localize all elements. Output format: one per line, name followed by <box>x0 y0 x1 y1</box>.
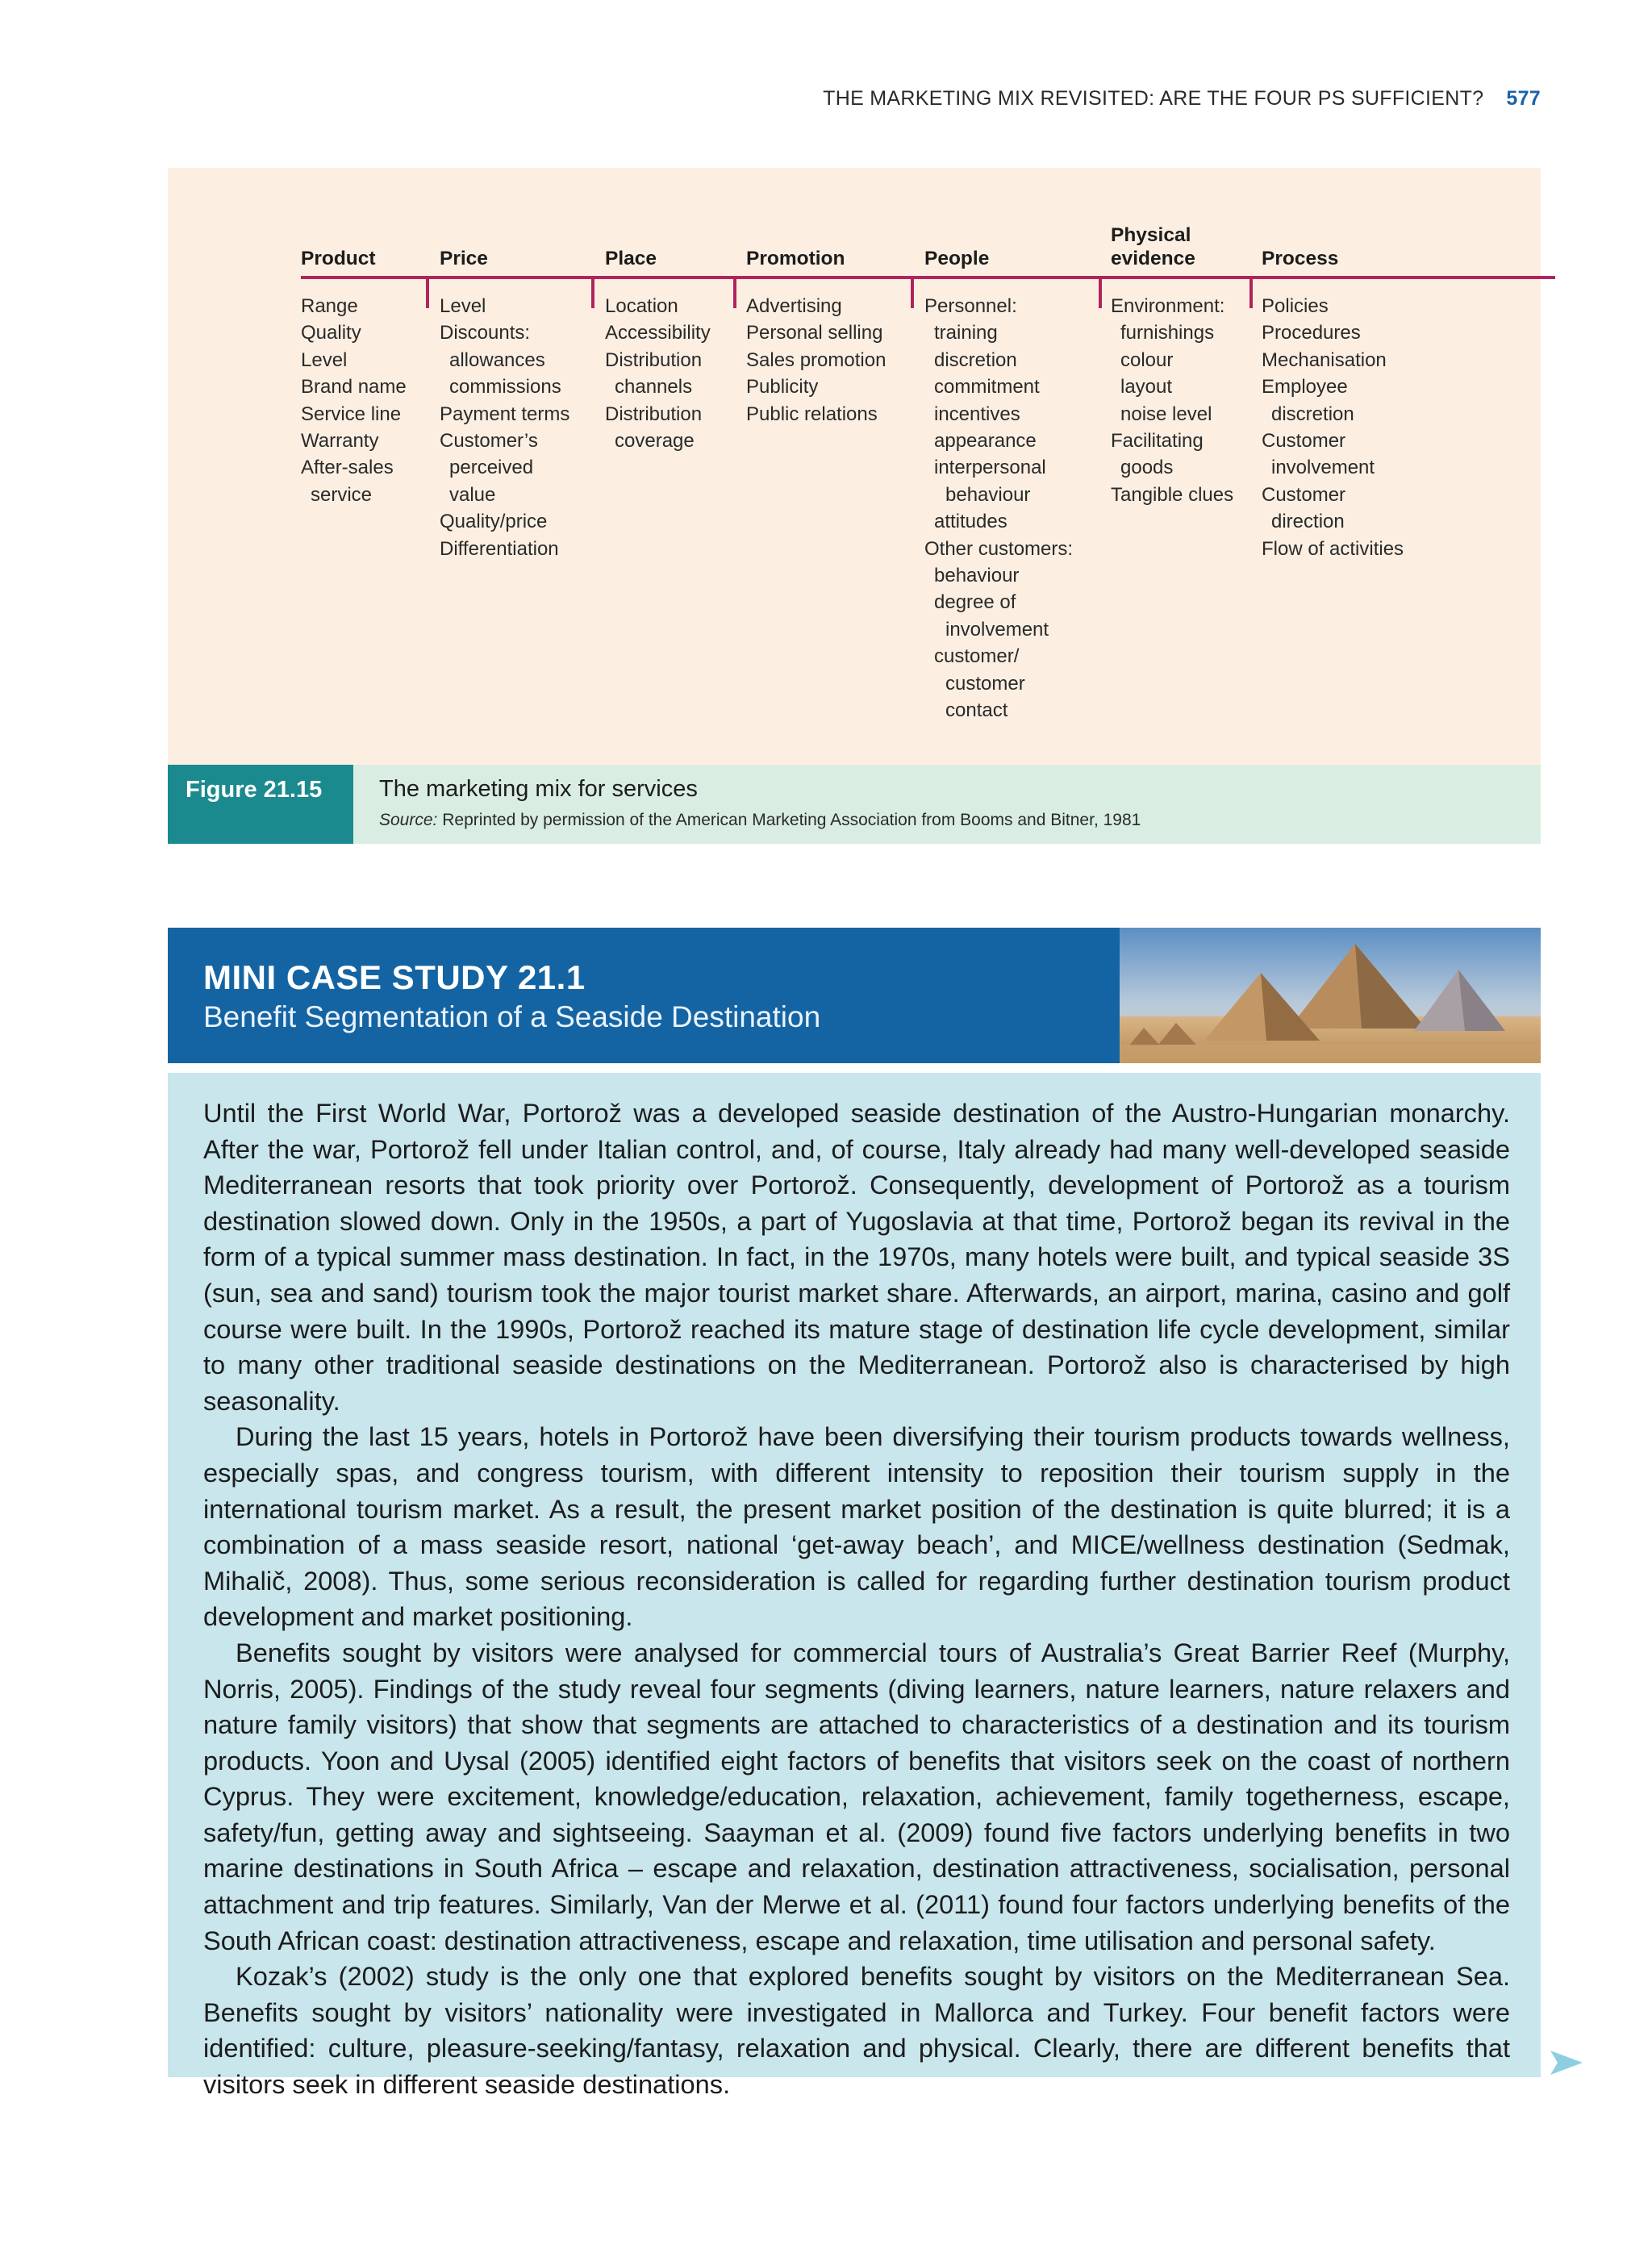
list-item: Level <box>440 295 486 317</box>
list-item: Customer <box>1262 483 1346 506</box>
list-item: Customer’s <box>440 430 538 453</box>
list-item: channels <box>615 376 693 399</box>
list-item: direction <box>1271 511 1345 533</box>
list-item: training <box>934 322 998 344</box>
figure-source <box>379 811 1141 830</box>
list-item: service <box>311 483 373 506</box>
list-item: Flow of activities <box>1262 537 1404 560</box>
list-item: behaviour <box>934 565 1020 587</box>
list-item: discretion <box>1271 403 1354 425</box>
list-item: Advertising <box>746 295 842 317</box>
list-item: allowances <box>449 348 545 371</box>
list-item: involvement <box>945 618 1049 641</box>
list-item: involvement <box>1271 457 1375 479</box>
column-items <box>746 293 886 428</box>
list-item: Level <box>301 348 348 371</box>
column-heading-line: evidence <box>1111 248 1195 269</box>
list-item: Publicity <box>746 376 819 399</box>
list-item: perceived <box>449 457 534 479</box>
list-item: commissions <box>449 376 561 399</box>
list-item: discretion <box>934 348 1017 371</box>
list-item: contact <box>945 699 1008 722</box>
source-text: Reprinted by permission of the American Marketing Association from Booms and Bitner, 1981 <box>442 811 1141 829</box>
column-items <box>440 293 569 562</box>
list-item: noise level <box>1120 403 1212 425</box>
column-divider <box>426 276 429 308</box>
list-item: Differentiation <box>440 537 559 560</box>
column-heading-line: Process <box>1262 248 1339 269</box>
column-items <box>1111 293 1233 508</box>
list-item: Distribution <box>605 348 703 371</box>
column-heading <box>746 247 845 270</box>
list-item: Facilitating <box>1111 430 1204 453</box>
header-rule <box>301 276 1555 279</box>
column-heading <box>1262 247 1338 270</box>
list-item: coverage <box>615 430 695 453</box>
list-item: colour <box>1120 348 1174 371</box>
list-item: furnishings <box>1120 322 1215 344</box>
column-heading-line: Place <box>605 248 657 269</box>
list-item: customer/ <box>934 645 1020 668</box>
list-item: Quality/price <box>440 511 548 533</box>
list-item: layout <box>1120 376 1173 399</box>
next-page-arrow-icon[interactable] <box>1550 2051 1583 2075</box>
list-item: appearance <box>934 430 1037 453</box>
list-item: Accessibility <box>605 322 711 344</box>
figure-panel <box>168 168 1541 765</box>
list-item: Employee <box>1262 376 1348 399</box>
list-item: incentives <box>934 403 1020 425</box>
list-item: Customer <box>1262 430 1346 453</box>
column-divider <box>1249 276 1253 308</box>
running-header <box>823 87 1541 111</box>
running-title: THE MARKETING MIX REVISITED: ARE THE FOUR PS SUFFICIENT? <box>823 87 1484 110</box>
column-items <box>924 293 1073 724</box>
list-item: Personal selling <box>746 322 883 344</box>
case-study-label: MINI CASE STUDY 21.1 <box>203 958 586 996</box>
column-divider <box>1099 276 1102 308</box>
list-item: Environment: <box>1111 295 1225 317</box>
column-heading <box>440 247 488 270</box>
list-item: Payment terms <box>440 403 570 425</box>
list-item: Personnel: <box>924 295 1017 317</box>
column-heading-line: People <box>924 248 990 269</box>
column-heading <box>605 247 657 270</box>
column-items <box>301 293 407 508</box>
list-item: Range <box>301 295 358 317</box>
figure-label: Figure 21.15 <box>168 765 353 844</box>
column-divider <box>733 276 736 308</box>
column-divider <box>911 276 914 308</box>
column-heading <box>924 247 989 270</box>
column-divider <box>591 276 594 308</box>
list-item: Sales promotion <box>746 348 886 371</box>
list-item: Brand name <box>301 376 407 399</box>
list-item: goods <box>1120 457 1174 479</box>
list-item: Service line <box>301 403 402 425</box>
list-item: customer <box>945 672 1025 695</box>
list-item: Tangible clues <box>1111 483 1234 506</box>
case-paragraph: Until the First World War, Portorož was a developed seaside destination of the Austro-Hungarian monarchy. After the war, Portorož fell under Italian control, and, of course, Italy already had many well-developed seaside Mediterranean resorts that took priority over Portorož. Consequently, development of Portorož as a tourism destination slowed down. Only in the 1950s, a part of Yugoslavia at that time, Portorož began its revival in the form of a typical summer mass destination. In fact, in the 1970s, many hotels were built, and typical seaside 3S (sun, sea and sand) tourism took the major tourist market share. Afterwards, an airport, marina, casino and golf course were built. In the 1990s, Portorož reached its mature stage of destination life cycle development, similar to many other traditional seaside destinations on the Mediterranean. Portorož also is characterised by high seasonality. <box>203 1098 1510 1416</box>
case-study-text <box>203 1095 1510 2103</box>
page-number: 577 <box>1506 87 1541 110</box>
case-paragraph: During the last 15 years, hotels in Portorož have been diversifying their tourism products towards wellness, especially spas, and congress tourism, with different intensity to reposition their tourism supply in the international tourism market. As a result, the present market position of the destination is quite blurred; it is a combination of a mass seaside resort, national ‘get-away beach’, and MICE/wellness destination (Sedmak, Mihalič, 2008). Thus, some serious reconsideration is called for regarding further destination tourism product development and market positioning. <box>203 1421 1510 1632</box>
list-item: attitudes <box>934 511 1007 533</box>
column-items <box>1262 293 1404 562</box>
source-label: Source: <box>379 811 438 829</box>
list-item: Procedures <box>1262 322 1361 344</box>
list-item: Public relations <box>746 403 878 425</box>
list-item: degree of <box>934 591 1016 614</box>
column-items <box>605 293 711 454</box>
list-item: Location <box>605 295 678 317</box>
list-item: Distribution <box>605 403 703 425</box>
list-item: Mechanisation <box>1262 348 1387 371</box>
column-heading-line: Physical <box>1111 224 1191 246</box>
case-study-title: Benefit Segmentation of a Seaside Destination <box>203 1000 821 1033</box>
column-heading <box>301 247 376 270</box>
figure-title: The marketing mix for services <box>379 776 698 802</box>
list-item: commitment <box>934 376 1040 399</box>
case-paragraph: Kozak’s (2002) study is the only one that explored benefits sought by visitors on the Mediterranean Sea. Benefits sought by visitors’ nationality were investigated in Mallorca and Turkey. Four benefit factors were identified: culture, pleasure-seeking/fantasy, relaxation and physical. Clearly, there are different benefits that visitors seek in different seaside destinations. <box>203 1961 1510 2100</box>
list-item: value <box>449 483 496 506</box>
column-heading-line: Product <box>301 248 376 269</box>
list-item: Discounts: <box>440 322 531 344</box>
case-study-body <box>168 1073 1541 2100</box>
list-item: Other customers: <box>924 537 1074 560</box>
case-paragraph: Benefits sought by visitors were analysed for commercial tours of Australia’s Great Barrier Reef (Murphy, Norris, 2005). Findings of the study reveal four segments (diving learners, nature learners, nature relaxers and nature family visitors) that show that segments are attached to characteristics of a destination and its tourism products. Yoon and Uysal (2005) identified eight factors of benefits that visitors seek on the coast of northern Cyprus. They were excitement, knowledge/education, relaxation, achievement, family togetherness, escape, safety/fun, getting away and sightseeing. Saayman et al. (2009) found five factors underlying benefits in two marine destinations in South Africa – escape and relaxation, destination attractiveness, socialisation, personal attachment and trip features. Similarly, Van der Merwe et al. (2011) found four factors underlying benefits of the South African coast: destination attractiveness, escape and relaxation, time utilisation and personal safety. <box>203 1637 1510 1955</box>
column-heading-line: Promotion <box>746 248 845 269</box>
pyramids-image <box>1120 928 1541 1063</box>
column-heading-line: Price <box>440 248 488 269</box>
case-study-banner <box>168 928 1541 1063</box>
list-item: interpersonal <box>934 457 1046 479</box>
column-heading <box>1111 223 1195 270</box>
list-item: Policies <box>1262 295 1329 317</box>
list-item: Quality <box>301 322 361 344</box>
list-item: Warranty <box>301 430 379 453</box>
list-item: After-sales <box>301 457 394 479</box>
list-item: behaviour <box>945 483 1031 506</box>
figure-caption <box>168 765 1541 844</box>
